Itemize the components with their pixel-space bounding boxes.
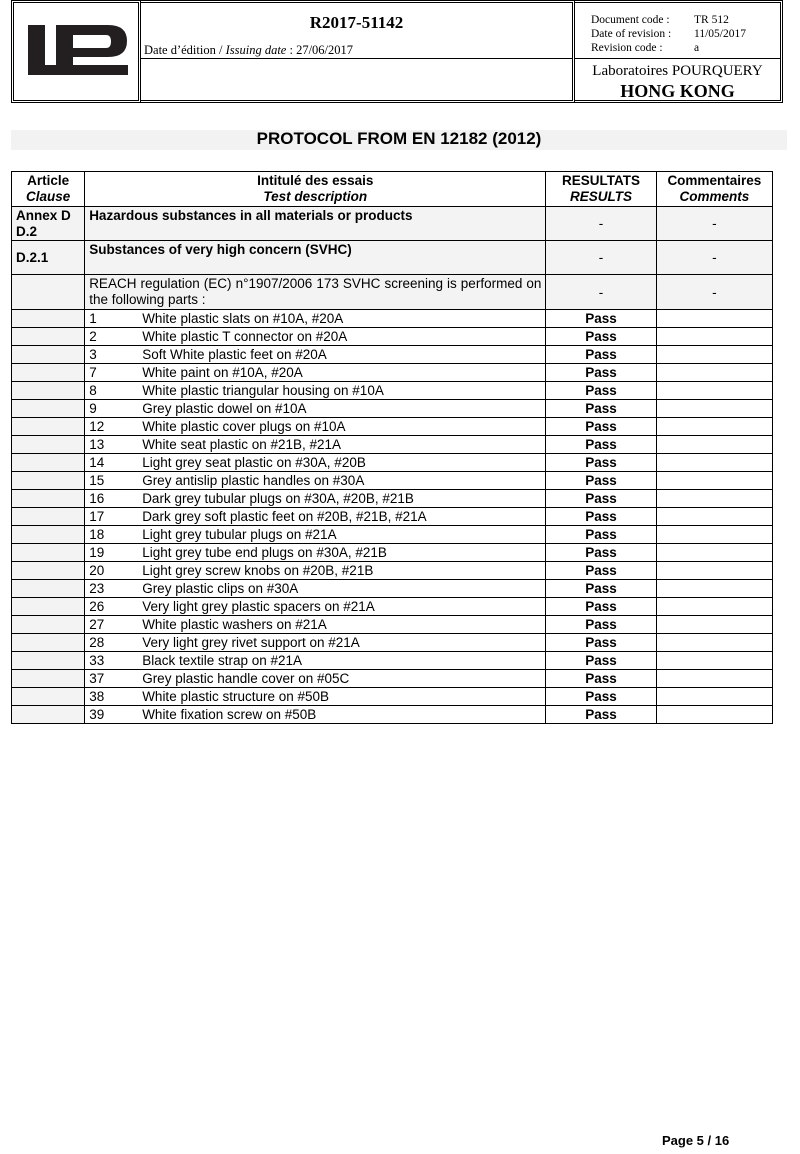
clause-cell [12, 706, 85, 724]
result-cell: Pass [546, 634, 656, 652]
result-cell: Pass [546, 328, 656, 346]
column-header-description: Intitulé des essais Test description [85, 172, 546, 207]
result-cell: Pass [546, 508, 656, 526]
item-description: White plastic triangular housing on #10A [142, 382, 384, 398]
clause-cell [12, 508, 85, 526]
page-title: PROTOCOL FROM EN 12182 (2012) [256, 129, 542, 148]
item-description: Grey plastic clips on #30A [142, 580, 299, 596]
item-description: White paint on #10A, #20A [142, 364, 303, 380]
comment-cell [656, 310, 772, 328]
item-number: 18 [89, 526, 105, 542]
item-description-cell [85, 580, 546, 598]
item-description: Soft White plastic feet on #20A [142, 346, 327, 362]
table-row [12, 454, 773, 472]
item-description-cell [85, 652, 546, 670]
item-description: Very light grey rivet support on #21A [142, 634, 360, 650]
result-cell: Pass [546, 688, 656, 706]
item-description: White plastic washers on #21A [142, 616, 327, 632]
comment-cell: - [656, 241, 772, 275]
clause-cell [12, 275, 85, 310]
item-number: 3 [89, 346, 97, 362]
result-cell: Pass [546, 346, 656, 364]
item-number: 26 [89, 598, 105, 614]
result-cell: - [546, 207, 656, 241]
item-number: 15 [89, 472, 105, 488]
table-row [12, 400, 773, 418]
clause-cell [12, 598, 85, 616]
divider [141, 58, 572, 59]
table-row [12, 634, 773, 652]
clause-cell [12, 472, 85, 490]
item-number: 9 [89, 400, 97, 416]
clause-cell [12, 580, 85, 598]
table-row [12, 544, 773, 562]
comment-cell [656, 382, 772, 400]
item-number: 1 [89, 310, 97, 326]
item-description: Grey antislip plastic handles on #30A [142, 472, 365, 488]
page-number: Page 5 / 16 [662, 1133, 730, 1148]
result-cell: Pass [546, 490, 656, 508]
item-description: Black textile strap on #21A [142, 652, 303, 668]
clause-cell [12, 328, 85, 346]
comment-cell [656, 616, 772, 634]
item-description-cell [85, 526, 546, 544]
result-cell: Pass [546, 670, 656, 688]
clause-cell [12, 562, 85, 580]
section-row [12, 207, 773, 241]
logo-box [11, 0, 141, 103]
item-number: 20 [89, 562, 105, 578]
result-cell: Pass [546, 454, 656, 472]
item-description-cell [85, 598, 546, 616]
result-cell: Pass [546, 436, 656, 454]
item-description-cell [85, 454, 546, 472]
table-row [12, 418, 773, 436]
comment-cell [656, 436, 772, 454]
comment-cell [656, 598, 772, 616]
result-cell: - [546, 275, 656, 310]
clause-cell: D.2.1 [12, 241, 85, 275]
comment-cell [656, 508, 772, 526]
item-number: 14 [89, 454, 105, 470]
item-description: Light grey tube end plugs on #30A, #21B [142, 544, 387, 560]
comment-cell [656, 706, 772, 724]
item-number: 13 [89, 436, 105, 452]
item-description: Light grey seat plastic on #30A, #20B [142, 454, 366, 470]
result-cell: Pass [546, 616, 656, 634]
item-description: Dark grey tubular plugs on #30A, #20B, #21B [142, 490, 414, 506]
report-info-box [141, 0, 575, 103]
lab-name: Laboratoires POURQUERY [592, 63, 763, 79]
section-row [12, 241, 773, 275]
table-row [12, 670, 773, 688]
item-description: Light grey tubular plugs on #21A [142, 526, 337, 542]
result-cell: Pass [546, 364, 656, 382]
item-description-cell [85, 670, 546, 688]
item-number: 33 [89, 652, 105, 668]
item-description-cell [85, 400, 546, 418]
table-row [12, 616, 773, 634]
result-cell: Pass [546, 652, 656, 670]
item-description: Grey plastic handle cover on #05C [142, 670, 350, 686]
description-cell: Substances of very high concern (SVHC) [85, 241, 546, 275]
result-cell: Pass [546, 310, 656, 328]
item-description-cell [85, 634, 546, 652]
comment-cell [656, 580, 772, 598]
code-row: Revision code : a [591, 42, 700, 54]
clause-cell [12, 418, 85, 436]
table-row [12, 328, 773, 346]
item-number: 2 [89, 328, 97, 344]
clause-cell [12, 346, 85, 364]
table-row [12, 526, 773, 544]
comment-cell [656, 346, 772, 364]
result-cell: Pass [546, 580, 656, 598]
table-row [12, 688, 773, 706]
item-description: Very light grey plastic spacers on #21A [142, 598, 375, 614]
item-number: 12 [89, 418, 105, 434]
item-number: 37 [89, 670, 105, 686]
result-cell: - [546, 241, 656, 275]
item-description-cell [85, 364, 546, 382]
item-rows [12, 310, 773, 724]
comment-cell [656, 490, 772, 508]
result-cell: Pass [546, 706, 656, 724]
table-row [12, 490, 773, 508]
clause-cell [12, 454, 85, 472]
table-row [12, 346, 773, 364]
clause-cell [12, 526, 85, 544]
item-number: 17 [89, 508, 105, 524]
item-number: 7 [89, 364, 97, 380]
item-description-cell [85, 688, 546, 706]
item-description: White plastic T connector on #20A [142, 328, 348, 344]
comment-cell [656, 364, 772, 382]
item-number: 8 [89, 382, 97, 398]
clause-cell [12, 400, 85, 418]
item-description-cell [85, 562, 546, 580]
table-row [12, 598, 773, 616]
code-row: Document code : TR 512 [591, 14, 729, 26]
item-description-cell [85, 544, 546, 562]
comment-cell [656, 688, 772, 706]
result-cell: Pass [546, 472, 656, 490]
item-description-cell [85, 346, 546, 364]
item-description: White plastic structure on #50B [142, 688, 330, 704]
description-cell: Hazardous substances in all materials or products [85, 207, 546, 241]
item-description: White plastic cover plugs on #10A [142, 418, 346, 434]
result-cell: Pass [546, 400, 656, 418]
intro-row [12, 275, 773, 310]
result-cell: Pass [546, 526, 656, 544]
clause-cell [12, 544, 85, 562]
comment-cell [656, 328, 772, 346]
item-description: White plastic slats on #10A, #20A [142, 310, 344, 326]
column-header-results: RESULTATS RESULTS [546, 172, 656, 207]
table-row [12, 382, 773, 400]
clause-cell [12, 652, 85, 670]
protocol-table [11, 171, 773, 724]
comment-cell [656, 526, 772, 544]
clause-cell [12, 688, 85, 706]
result-cell: Pass [546, 598, 656, 616]
result-cell: Pass [546, 562, 656, 580]
table-row [12, 472, 773, 490]
item-description-cell [85, 382, 546, 400]
item-number: 38 [89, 688, 105, 704]
description-cell: REACH regulation (EC) n°1907/2006 173 SVHC screening is performed on the following parts : [85, 275, 546, 310]
table-row [12, 652, 773, 670]
item-description-cell [85, 472, 546, 490]
comment-cell [656, 670, 772, 688]
document-codes [591, 13, 746, 55]
clause-cell [12, 310, 85, 328]
comment-cell [656, 454, 772, 472]
item-description-cell [85, 490, 546, 508]
comment-cell: - [656, 207, 772, 241]
column-header-comments: Commentaires Comments [656, 172, 772, 207]
report-number: R2017-51142 [309, 13, 404, 32]
table-row [12, 436, 773, 454]
clause-cell [12, 670, 85, 688]
item-description: Grey plastic dowel on #10A [142, 400, 307, 416]
item-description-cell [85, 436, 546, 454]
document-header [11, 0, 783, 103]
item-number: 28 [89, 634, 105, 650]
clause-cell [12, 364, 85, 382]
issuing-date: Date d’édition / Issuing date : 27/06/2017 [144, 43, 354, 57]
clause-cell [12, 634, 85, 652]
item-description-cell [85, 508, 546, 526]
result-cell: Pass [546, 544, 656, 562]
comment-cell [656, 652, 772, 670]
item-description-cell [85, 310, 546, 328]
table-row [12, 310, 773, 328]
table-row [12, 562, 773, 580]
table-row [12, 706, 773, 724]
clause-cell [12, 382, 85, 400]
item-description: White seat plastic on #21B, #21A [142, 436, 342, 452]
code-row: Date of revision : 11/05/2017 [591, 28, 746, 40]
table-row [12, 364, 773, 382]
item-description-cell [85, 616, 546, 634]
comment-cell: - [656, 275, 772, 310]
item-number: 19 [89, 544, 105, 560]
item-number: 27 [89, 616, 105, 632]
table-row [12, 580, 773, 598]
comment-cell [656, 400, 772, 418]
comment-cell [656, 562, 772, 580]
lab-city: HONG KONG [620, 81, 735, 101]
item-description-cell [85, 328, 546, 346]
item-description: Dark grey soft plastic feet on #20B, #21B, #21A [142, 508, 427, 524]
table-header-row [12, 172, 773, 207]
item-description-cell [85, 706, 546, 724]
item-description-cell [85, 418, 546, 436]
result-cell: Pass [546, 418, 656, 436]
clause-cell [12, 490, 85, 508]
document-codes-box [575, 0, 783, 103]
item-description: Light grey screw knobs on #20B, #21B [142, 562, 374, 578]
result-cell: Pass [546, 382, 656, 400]
item-description: White fixation screw on #50B [142, 706, 317, 722]
column-header-article: Article Clause [12, 172, 85, 207]
item-number: 16 [89, 490, 105, 506]
table-row [12, 508, 773, 526]
lp-logo-icon [28, 21, 128, 83]
comment-cell [656, 418, 772, 436]
comment-cell [656, 544, 772, 562]
comment-cell [656, 472, 772, 490]
item-number: 23 [89, 580, 105, 596]
clause-cell [12, 436, 85, 454]
clause-cell: Annex D D.2 [12, 207, 85, 241]
divider [575, 58, 780, 59]
clause-cell [12, 616, 85, 634]
comment-cell [656, 634, 772, 652]
item-number: 39 [89, 706, 105, 722]
